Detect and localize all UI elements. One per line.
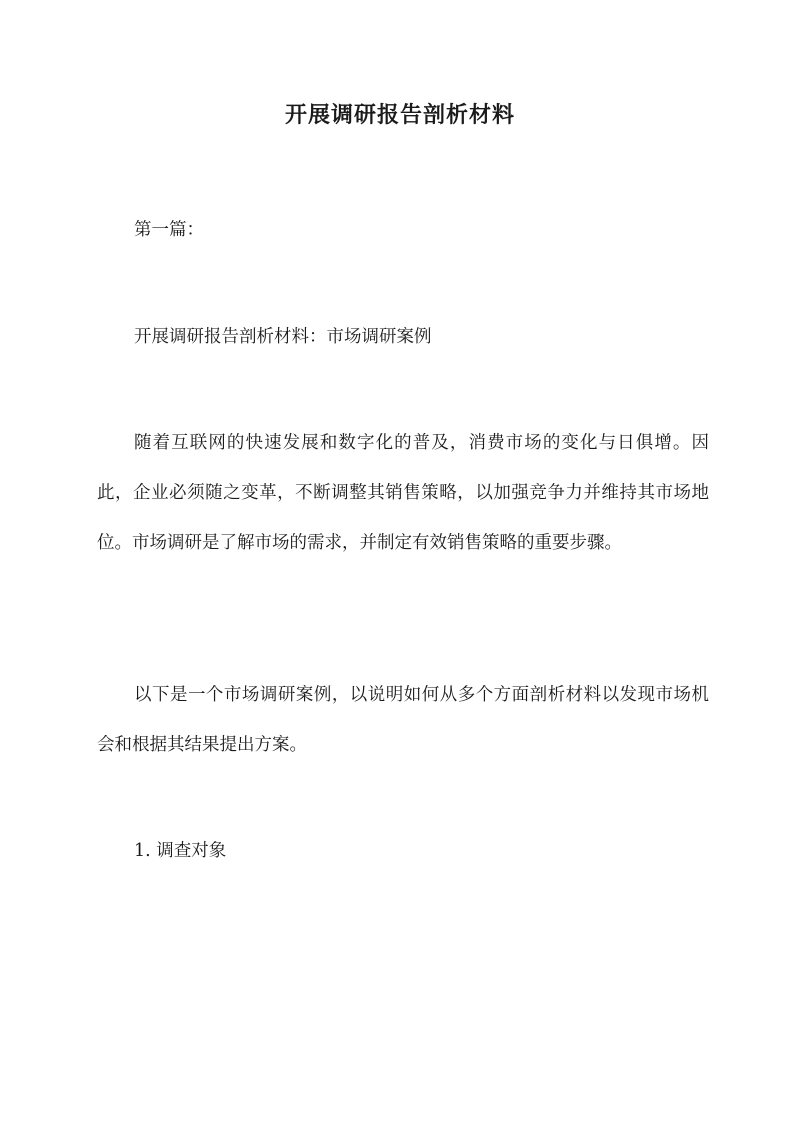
- body-paragraph-intro: 随着互联网的快速发展和数字化的普及，消费市场的变化与日俱增。因此，企业必须随之变革，不断调整其销售策略，以加强竞争力并维持其市场地位。市场调研是了解市场的需求，并制定有效销售策略的重要步骤。: [97, 433, 709, 553]
- section-heading: 第一篇：: [134, 220, 204, 240]
- body-paragraph-case: 以下是一个市场调研案例，以说明如何从多个方面剖析材料以发现市场机会和根据其结果提出方案。: [97, 685, 709, 755]
- subtitle-paragraph: 开展调研报告剖析材料：市场调研案例: [134, 327, 432, 347]
- document-title: 开展调研报告剖析材料: [284, 102, 515, 128]
- numbered-heading-survey-target: 1. 调查对象: [134, 841, 227, 861]
